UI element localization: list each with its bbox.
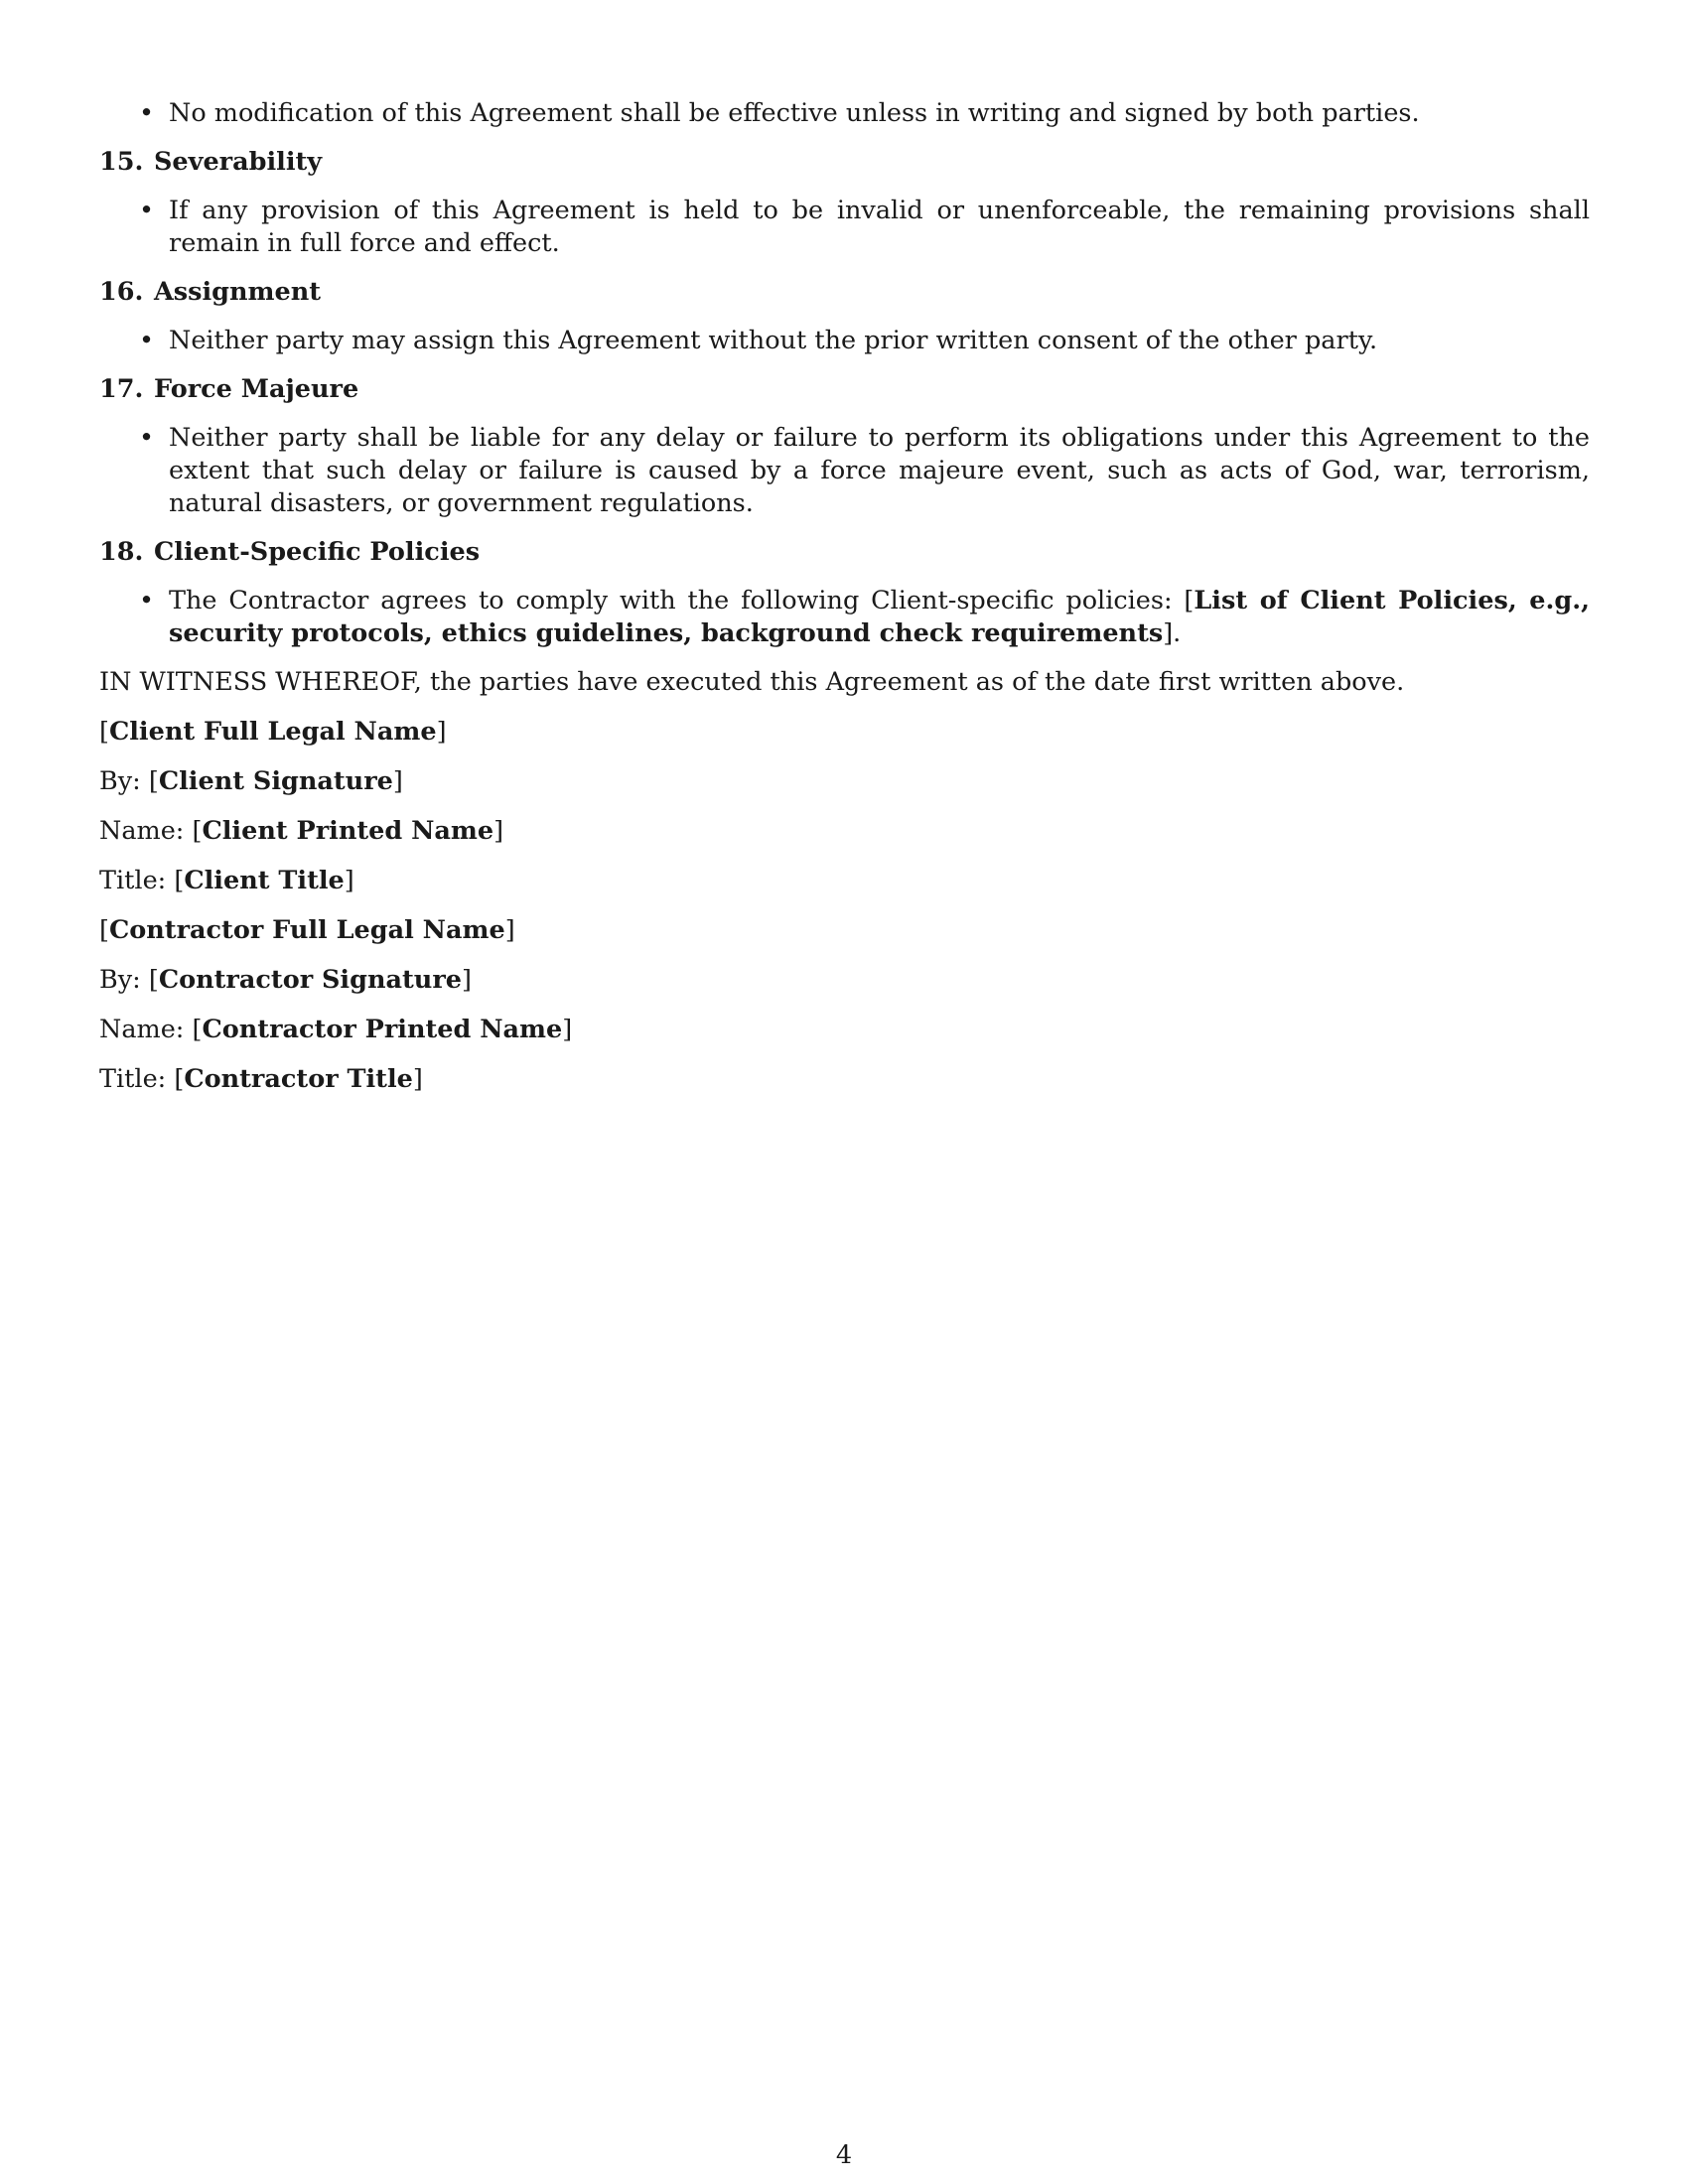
name-label: Name:: [99, 1015, 185, 1044]
page-number: 4: [835, 2140, 853, 2170]
list-item: [99, 195, 1590, 260]
client-signature-value: Client Signature: [158, 766, 393, 796]
section-heading-severability: [99, 146, 1590, 179]
section-title: Client-Specific Policies: [154, 537, 481, 567]
contractor-signature-value: Contractor Signature: [158, 965, 462, 995]
bullet-icon: •: [139, 196, 155, 225]
client-signature-line: By: [Client Signature]: [99, 766, 403, 796]
bullet-text: Neither party may assign this Agreement without the prior written consent of the other party.: [169, 326, 1378, 355]
section-number: 17.: [99, 374, 144, 404]
contractor-legal-name: [Contractor Full Legal Name]: [99, 915, 515, 945]
list-item: [99, 585, 1590, 650]
bullet-icon: •: [139, 98, 155, 128]
bullet-text-prefix: The Contractor agrees to comply with the following Client-specific policies: [: [169, 586, 1195, 615]
section-number: 15.: [99, 147, 144, 177]
contractor-name-line: Name: [Contractor Printed Name]: [99, 1015, 573, 1044]
client-title-value: Client Title: [184, 866, 345, 895]
section-title: Severability: [154, 147, 323, 177]
section-title: Force Majeure: [154, 374, 359, 404]
contractor-signature-line: By: [Contractor Signature]: [99, 965, 472, 995]
client-printed-name-value: Client Printed Name: [202, 816, 494, 846]
contractor-title-line: Title: [Contractor Title]: [99, 1064, 423, 1094]
client-legal-name-value: Client Full Legal Name: [108, 717, 437, 747]
list-item: [99, 325, 1590, 357]
client-legal-name: [Client Full Legal Name]: [99, 717, 447, 747]
by-label: By:: [99, 965, 141, 995]
title-label: Title:: [99, 1064, 167, 1094]
client-title-line: Title: [Client Title]: [99, 866, 354, 895]
client-name-line: Name: [Client Printed Name]: [99, 816, 504, 846]
bullet-text: No modification of this Agreement shall be effective unless in writing and signed by both parties.: [169, 98, 1420, 128]
bullet-icon: •: [139, 586, 155, 615]
name-label: Name:: [99, 816, 185, 846]
document-page: [99, 97, 1590, 1096]
bullet-text: If any provision of this Agreement is held to be invalid or unenforceable, the remaining provisions shall remain in full force and effect.: [169, 196, 1590, 258]
section-heading-client-specific-policies: [99, 536, 1590, 569]
section-number: 16.: [99, 277, 144, 307]
by-label: By:: [99, 766, 141, 796]
title-label: Title:: [99, 866, 167, 895]
witness-statement: IN WITNESS WHEREOF, the parties have executed this Agreement as of the date first written above.: [99, 667, 1405, 697]
list-item: [99, 97, 1590, 130]
bullet-text-suffix: ].: [1163, 618, 1182, 648]
bullet-icon: •: [139, 423, 155, 453]
section-number: 18.: [99, 537, 144, 567]
section-heading-force-majeure: [99, 373, 1590, 406]
client-policies-placeholder: List of Client Policies, e.g., security protocols, ethics guidelines, background check requirements: [169, 586, 1590, 648]
section-title: Assignment: [154, 277, 322, 307]
bullet-text: [169, 586, 1590, 648]
contractor-legal-name-value: Contractor Full Legal Name: [108, 915, 505, 945]
contractor-printed-name-value: Contractor Printed Name: [202, 1015, 563, 1044]
section-heading-assignment: [99, 276, 1590, 309]
contractor-title-value: Contractor Title: [184, 1064, 413, 1094]
bullet-icon: •: [139, 326, 155, 355]
bullet-text: Neither party shall be liable for any delay or failure to perform its obligations under this Agreement to the extent that such delay or failure is caused by a force majeure event, such as acts of God, war, terrorism, natural disasters, or government regulations.: [169, 423, 1590, 518]
list-item: [99, 422, 1590, 520]
